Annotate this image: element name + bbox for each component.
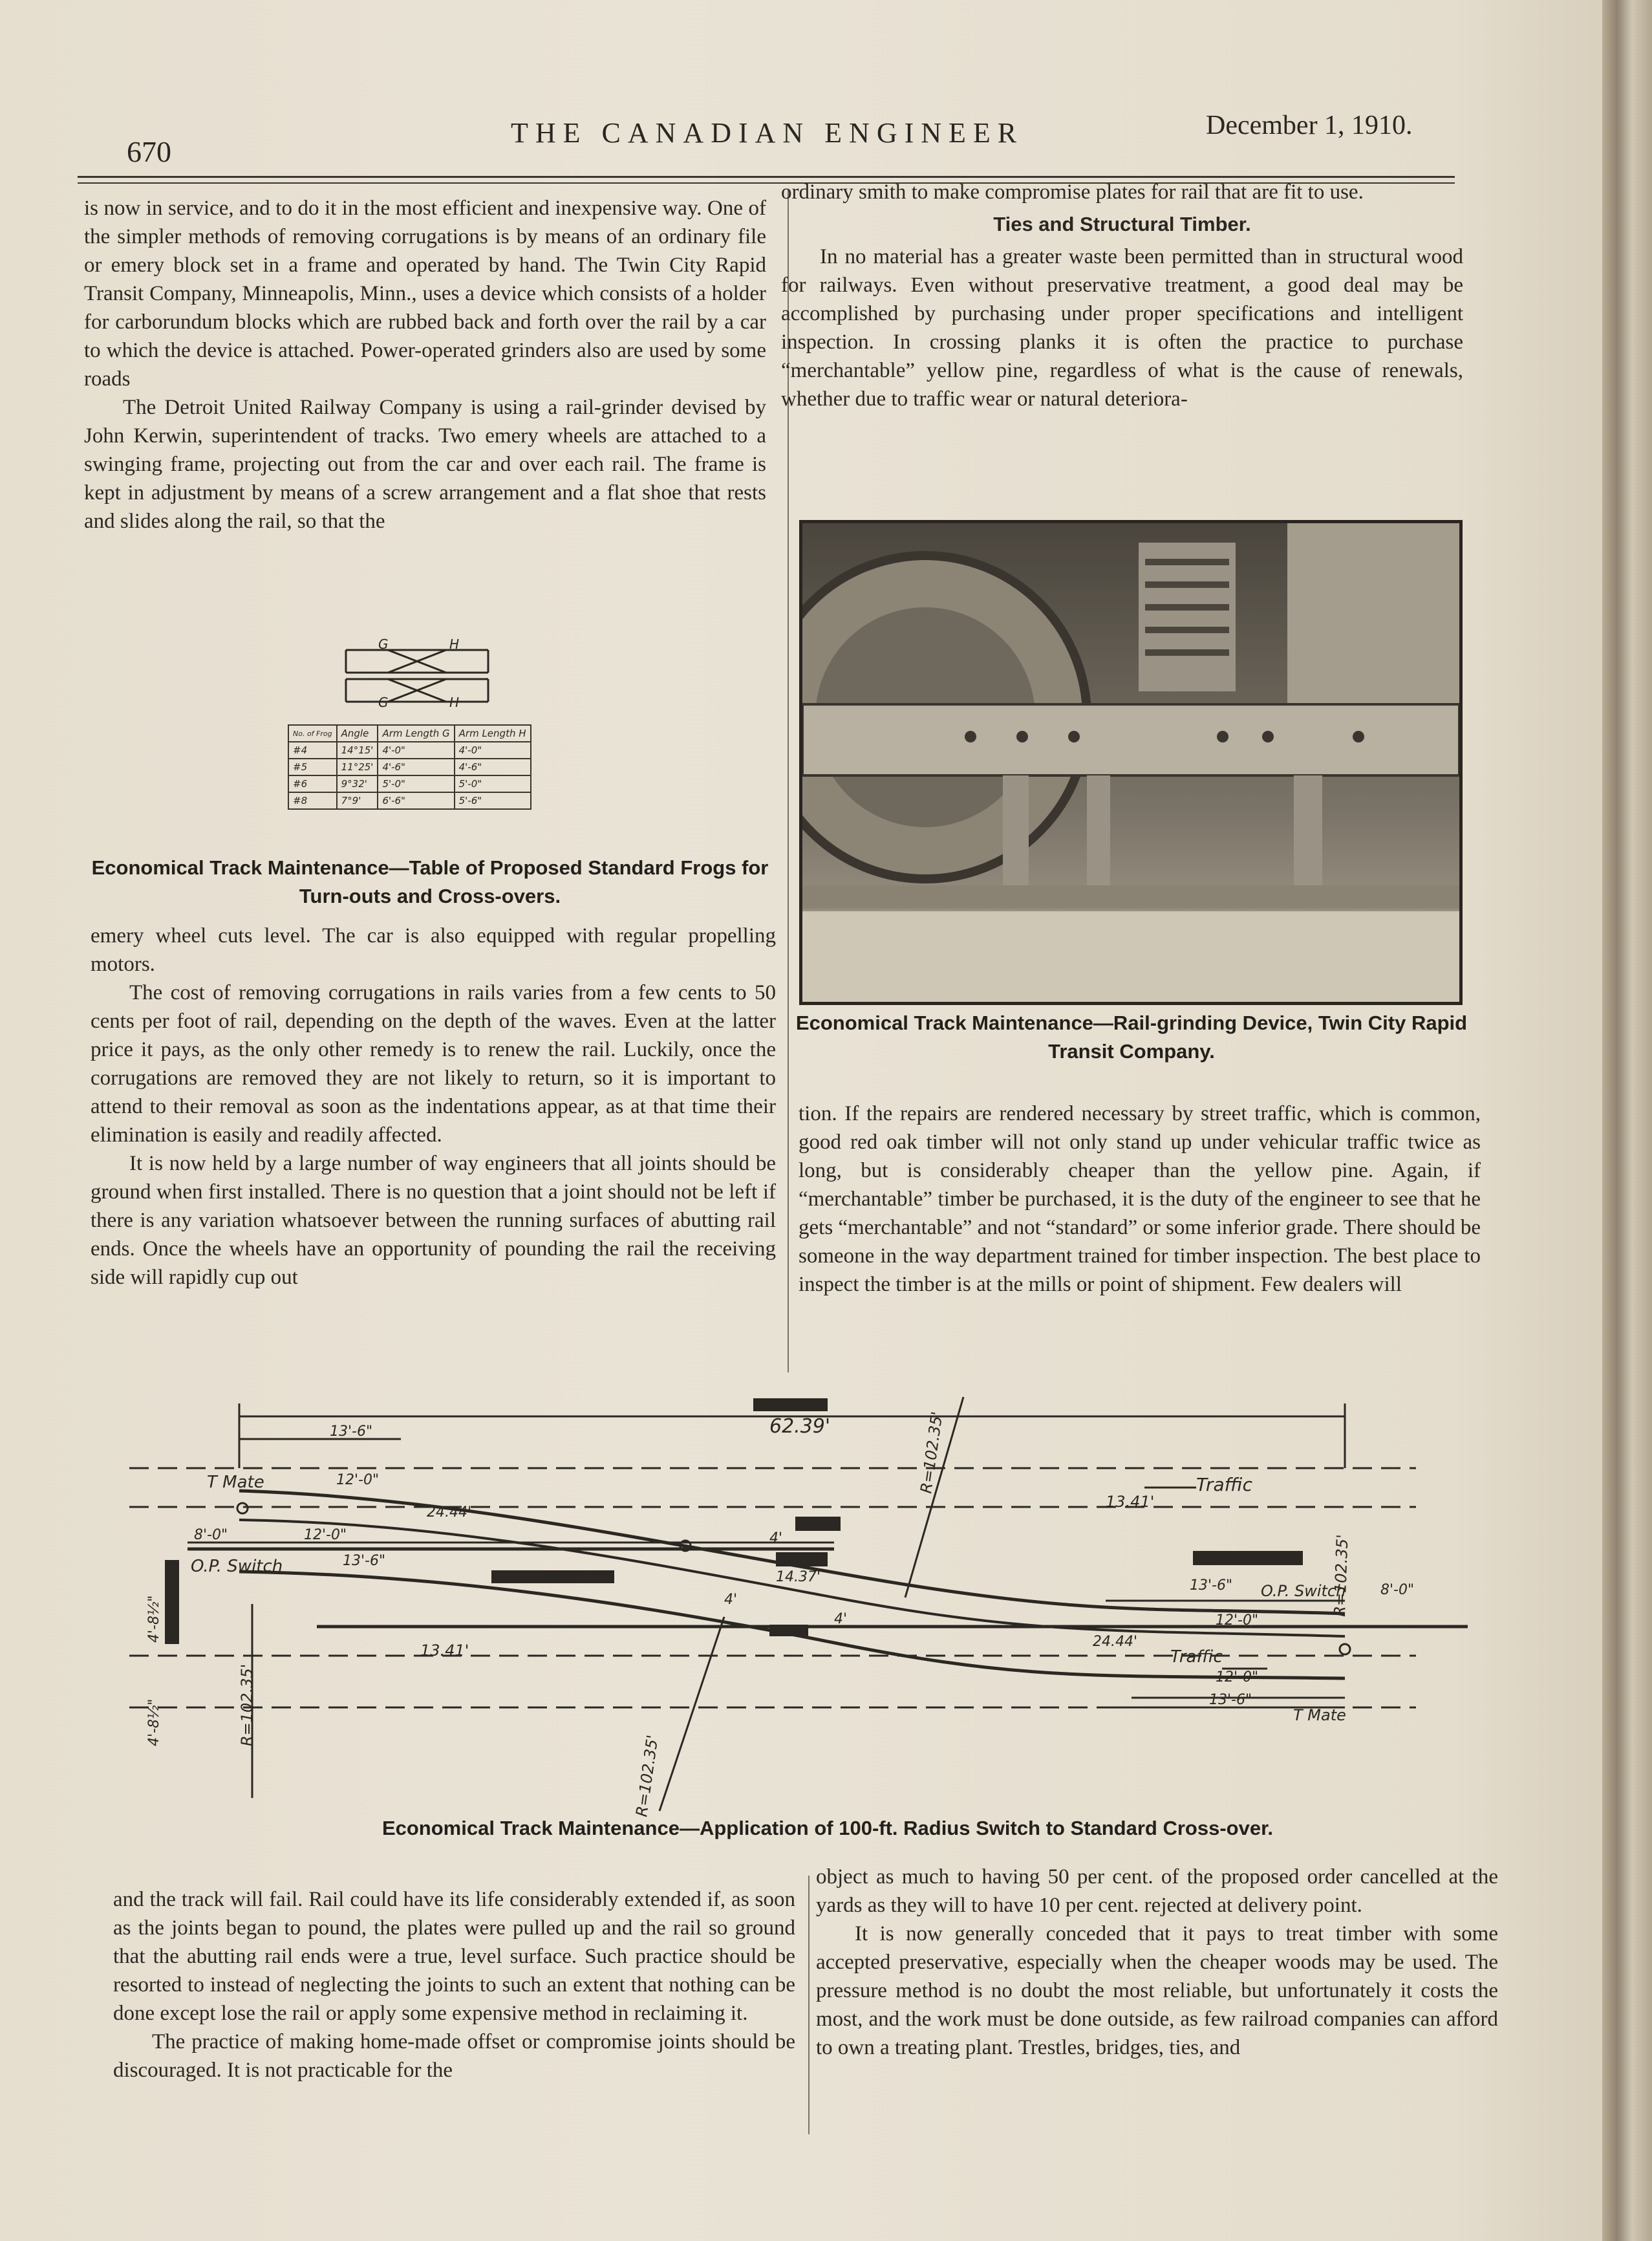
dim-12-0: 12'-0" [336,1472,380,1488]
dim-4-8: 4'-8½" [146,1698,162,1746]
sketch-label-g: G [378,637,389,652]
dim-24-44: 24.44' [427,1504,472,1521]
radius-label: R=102.35' [238,1663,256,1746]
section-heading: Ties and Structural Timber. [993,213,1251,235]
table-row [288,742,531,759]
frog-label: 4' [834,1611,848,1627]
table-cell: 4'-0" [455,742,531,759]
frog-sketch [339,637,495,708]
sketch-label-h: H [449,637,460,652]
rail-grinder-image [802,523,1459,1002]
diagram-caption: Economical Track Maintenance—Application of 100-ft. Radius Switch to Standard Cross-over. [381,1817,1274,1839]
table-cell: 5'-6" [455,792,531,809]
table-cell: 7°9' [337,792,378,809]
traffic-label: Traffic [1196,1474,1252,1495]
dim-8-0: 8'-0" [194,1527,228,1543]
paragraph: ordinary smith to make compromise plates for rail that are fit to use. [781,180,1364,204]
table-cell: 5'-0" [455,775,531,792]
frog-label: 4' [769,1530,783,1546]
table-cell: #6 [288,775,337,792]
table-header: No. of Frog [288,725,337,742]
dim-13-6: 13'-6" [330,1424,373,1440]
rail-grinder-photo [799,520,1463,1005]
issue-date: December 1, 1910. [1206,111,1413,140]
table-cell: 11°25' [337,759,378,775]
table-cell: #5 [288,759,337,775]
right-column-middle [799,1099,1481,1299]
frog-table-caption: Economical Track Maintenance—Table of Proposed Standard Frogs for Turn-outs and Cross-overs. [91,856,769,907]
sketch-label-h: H [449,695,460,708]
paragraph: and the track will fail. Rail could have its life considerably extended if, as soon as the joints began to pound, the plates were pulled up and the rail so ground that the abutting rail ends were a true, level surface. Such practice should be resorted to instead of neglecting the joints to such an extent that nothing can be done except lose the rail or apply some expensive method in reclaiming it. [113,1888,795,2025]
paragraph: In no material has a greater waste been permitted than in structural wood for railways. Even without preservative treatment, a good deal may be accomplished by purchasing under proper specifications and intelligent inspection. In crossing planks it is often the practice to purchase “merchantable” yellow pine, regardless of what is the cause of renewals, whether due to traffic wear or natural deteriora- [781,245,1463,411]
dim-13-6: 13'-6" [343,1553,386,1569]
table-header: Angle [337,725,378,742]
paragraph: The Detroit United Railway Company is using a rail-grinder devised by John Kerwin, superintendent of tracks. Two emery wheels are attached to a swinging frame, projecting out from the car and over each rail. The frame is kept in adjustment by means of a screw arrangement and a flat shoe that rests and slides along the rail, so that the [84,396,766,533]
bottom-right-column [816,1863,1498,2062]
radius-label: R=102.35' [632,1733,662,1818]
table-row [288,775,531,792]
overall-length: 62.39' [769,1415,831,1438]
dim-13-6: 13'-6" [1190,1577,1233,1594]
op-switch-label: O.P. Switch [191,1557,283,1576]
table-cell: 4'-6" [378,759,454,775]
crossover-diagram [123,1384,1487,1824]
bottom-column-divider [808,1876,810,2134]
paragraph: is now in service, and to do it in the most efficient and inexpensive way. One of the simpler methods of removing corrugations is by means of an ordinary file or emery block set in a frame and operated by hand. The Twin City Rapid Transit Company, Minneapolis, Minn., uses a device which consists of a holder for carborundum blocks which are rubbed back and forth over the rail by a car to which the device is attached. Power-operated grinders also are used by some roads [84,197,766,391]
page-number: 670 [127,135,171,168]
dim-13-6: 13'-6" [1209,1692,1252,1708]
paragraph: object as much to having 50 per cent. of the proposed order cancelled at the yards as they will to have 10 per cent. rejected at delivery point. [816,1865,1498,1917]
dim-12-0: 12'-0" [304,1527,347,1543]
table-cell: 6'-6" [378,792,454,809]
journal-title: THE CANADIAN ENGINEER [511,117,1024,149]
paragraph: It is now held by a large number of way engineers that all joints should be ground when first installed. There is no question that a joint should not be left if there is any variation whatsoever between the running surfaces of abutting rail ends. Once the wheels have an opportunity of pounding the rail the receiving side will rapidly cup out [91,1152,776,1289]
table-cell: #4 [288,742,337,759]
dim-13-41: 13.41' [420,1641,469,1660]
table-header: Arm Length H [455,725,531,742]
table-cell: 5'-0" [378,775,454,792]
sketch-label-g: G [378,695,389,708]
left-column-middle [91,922,776,1292]
dim-14-37: 14.37' [776,1569,821,1585]
paragraph: It is now generally conceded that it pays to treat timber with some accepted preservative, especially when the cheaper woods may be used. The pressure method is no doubt the most reliable, but unfortunately it costs the most, and the work must be done outside, as few railroad companies can afford to own a treating plant. Trestles, bridges, ties, and [816,1922,1498,2059]
table-header: Arm Length G [378,725,454,742]
op-switch-label: O.P. Switch [1261,1582,1346,1600]
bottom-left-column [113,1885,795,2084]
radius-label: R=102.35' [1331,1533,1352,1618]
dim-12-0: 12'-0" [1216,1612,1259,1629]
table-row [288,759,531,775]
frog-label: 4' [724,1592,738,1608]
paragraph: emery wheel cuts level. The car is also equipped with regular propelling motors. [91,924,776,976]
table-cell: #8 [288,792,337,809]
table-cell: 9°32' [337,775,378,792]
table-cell: 4'-6" [455,759,531,775]
dim-4-8: 4'-8½" [146,1595,162,1643]
t-mate-label: T Mate [207,1473,264,1492]
dim-13-41: 13.41' [1106,1493,1155,1511]
paragraph: tion. If the repairs are rendered necessary by street traffic, which is common, good red oak timber will not only stand up under vehicular traffic twice as long, but is considerably cheaper than the yellow pine. Again, if “merchantable” timber be purchased, it is the duty of the engineer to see that he gets “merchantable” and not “standard” or some inferior grade. There should be someone in the way department trained for timber inspection. The best place to inspect the timber is at the mills or point of shipment. Few dealers will [799,1102,1481,1296]
frog-table [288,724,531,810]
right-column-top [781,178,1463,413]
traffic-label: Traffic [1170,1647,1223,1667]
photo-caption: Economical Track Maintenance—Rail-grinding Device, Twin City Rapid Transit Company. [795,1012,1468,1063]
paragraph: The practice of making home-made offset or compromise joints should be discouraged. It is not practicable for the [113,2030,795,2082]
paragraph: The cost of removing corrugations in rails varies from a few cents to 50 cents per foot of rail, depending on the depth of the waves. Even at the latter price it pays, as the only other remedy is to renew the rail. Luckily, once the corrugations are removed they are not likely to return, so it is important to attend to their removal as soon as the indentations appear, as at that time their elimination is easily and readily affected. [91,981,776,1147]
t-mate-label: T Mate [1293,1706,1346,1724]
dim-8-0: 8'-0" [1380,1582,1415,1598]
table-row [288,792,531,809]
dim-12-0: 12'-0" [1216,1669,1259,1685]
table-cell: 4'-0" [378,742,454,759]
radius-label: R=102.35' [917,1410,947,1495]
page-edge [1602,0,1652,2241]
table-cell: 14°15' [337,742,378,759]
left-column-top [84,194,766,536]
table-header-row [288,725,531,742]
dim-24-44: 24.44' [1093,1634,1138,1650]
